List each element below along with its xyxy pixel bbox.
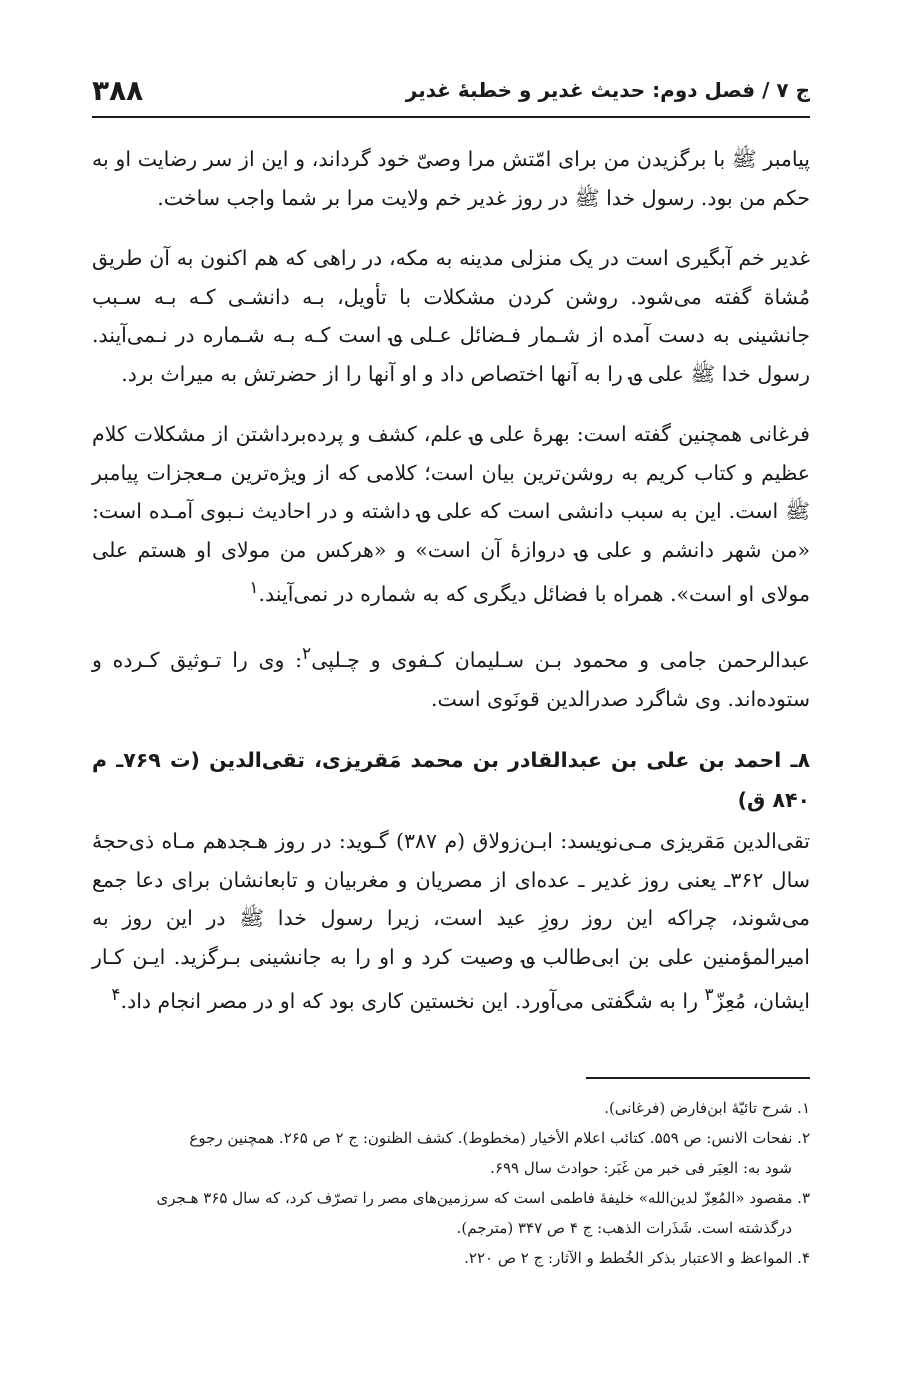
footnote-3-line-2: درگذشته است. شَذَرات الذهب: ج ۴ ص ۳۴۷ (مترجم). <box>456 1219 792 1237</box>
paragraph-4 <box>92 635 810 718</box>
paragraph-5-text-a: تقی‌الدین مَقریزی مـی‌نویسد: ابـن‌زولاق (م ۳۸۷) گـوید: در روز هـجدهم مـاه ذی‌حجهٔ سال ۳۶۲ـ یعنی روز غدیر ـ عده‌ای از مصریان و مغربیان و تابعانشان برای دعا جمع می‌شوند، چراکه این روز روزِ عید است، زیرا رسول خدا ﷺ در این روز به امیرالمؤمنین علی بن ابی‌طالب ؈ وصیت کرد و او را به جانشینی بـرگزید. ایـن کـار ایشان، مُعِزّ <box>92 829 810 1013</box>
footnotes <box>92 1093 810 1273</box>
footnote-2-line-1: ۲. نفحات الانس: ص ۵۵۹. کتائب اعلام الأخیار (مخطوط). کشف الظنون: ج ۲ ص ۲۶۵. همچنین رجوع <box>189 1129 810 1147</box>
footnote-2-line-2: شود به: العِبَر فی خبر من غَبَر: حوادث سال ۶۹۹. <box>490 1159 792 1177</box>
paragraph-4-text-b: : وی را تـوثیق کـرده و ستوده‌اند. وی شاگرد صدرالدین قونَوی است. <box>92 648 810 711</box>
page-header <box>92 70 810 110</box>
footnote-divider <box>586 1077 810 1079</box>
paragraph-2: غدیر خم آبگیری است در یک منزلی مدینه به مکه، در راهی که هم اکنون به آن طریق مُشاة گفته می‌شود. روشن کردن مشکلات با تأویل، بـه دانشـی کـه بـه سـبب جانشینی به دست آمده از شـمار فـضائل عـلی ؈ است کـه بـه شـماره در نـمی‌آیند. رسول خدا ﷺ علی ؈ را به آنها اختصاص داد و او آنها را از حضرتش به میراث برد. <box>92 246 810 386</box>
footnote-ref-4: ۴ <box>111 985 121 1006</box>
footnote-1: ۱. شرح تائیّهٔ ابن‌فارض (فرغانی). <box>604 1099 810 1117</box>
paragraph-1: پیامبر ﷺ با برگزیدن من برای امّتش مرا وصیّ خود گرداند، و این از سر رضایت او به حکم من بود. رسول خدا ﷺ در روز غدیر خم ولایت مرا بر شما واجب ساخت. <box>92 147 810 210</box>
paragraph-4-text-a: عبدالرحمن جامی و محمود بـن سـلیمان کـفوی و چـلپی <box>311 648 810 673</box>
paragraph-5-text-b: را به شگفتی می‌آورد. این نخستین کاری بود که او در مصر انجام داد. <box>120 988 705 1013</box>
paragraph-3-text: فرغانی همچنین گفته است: بهرهٔ علی ؈ علم، کشف و پرده‌برداشتن از مشکلات کلام عظیم و کتاب کریم به روشن‌ترین بیان است؛ کلامی که از ویژه‌ترین مـعجزات پیامبر ﷺ است. این به سبب دانشی است که علی ؈ داشته و در احادیث نـبوی آمـده است: «من شهر دانشم و علی ؈ دروازهٔ آن است» و «هرکس من مولای او هستم علی مولای او است». همراه با فضائل دیگری که به شماره در نمی‌آیند. <box>92 422 810 606</box>
page-number: ۳۸۸ <box>92 73 144 107</box>
footnote-ref-1: ۱ <box>249 578 259 598</box>
footnote-4: ۴. المواعظ و الاعتبار بذکر الخُطط و الآثار: ج ۲ ص ۲۲۰. <box>464 1249 810 1267</box>
paragraph-3 <box>92 415 810 613</box>
running-header-title: ج ۷ / فصل دوم: حدیث غدیر و خطبهٔ غدیر <box>405 78 810 102</box>
header-divider <box>92 116 810 118</box>
paragraph-5 <box>92 822 810 1020</box>
footnote-ref-2: ۲ <box>302 644 312 665</box>
section-heading: ۸ـ احمد بن علی بن عبدالقادر بن محمد مَقریزی، تقی‌الدین (ت ۷۶۹ـ م ۸۴۰ ق) <box>92 748 811 813</box>
footnote-3-line-1: ۳. مقصود «المُعِزّ لدین‌الله» خلیفهٔ فاطمی است که سرزمین‌های مصر را تصرّف کرد، که سال ۳۶۵ هـجری <box>156 1189 810 1207</box>
footnote-ref-3: ۳ <box>704 985 714 1006</box>
main-text <box>92 140 810 1022</box>
